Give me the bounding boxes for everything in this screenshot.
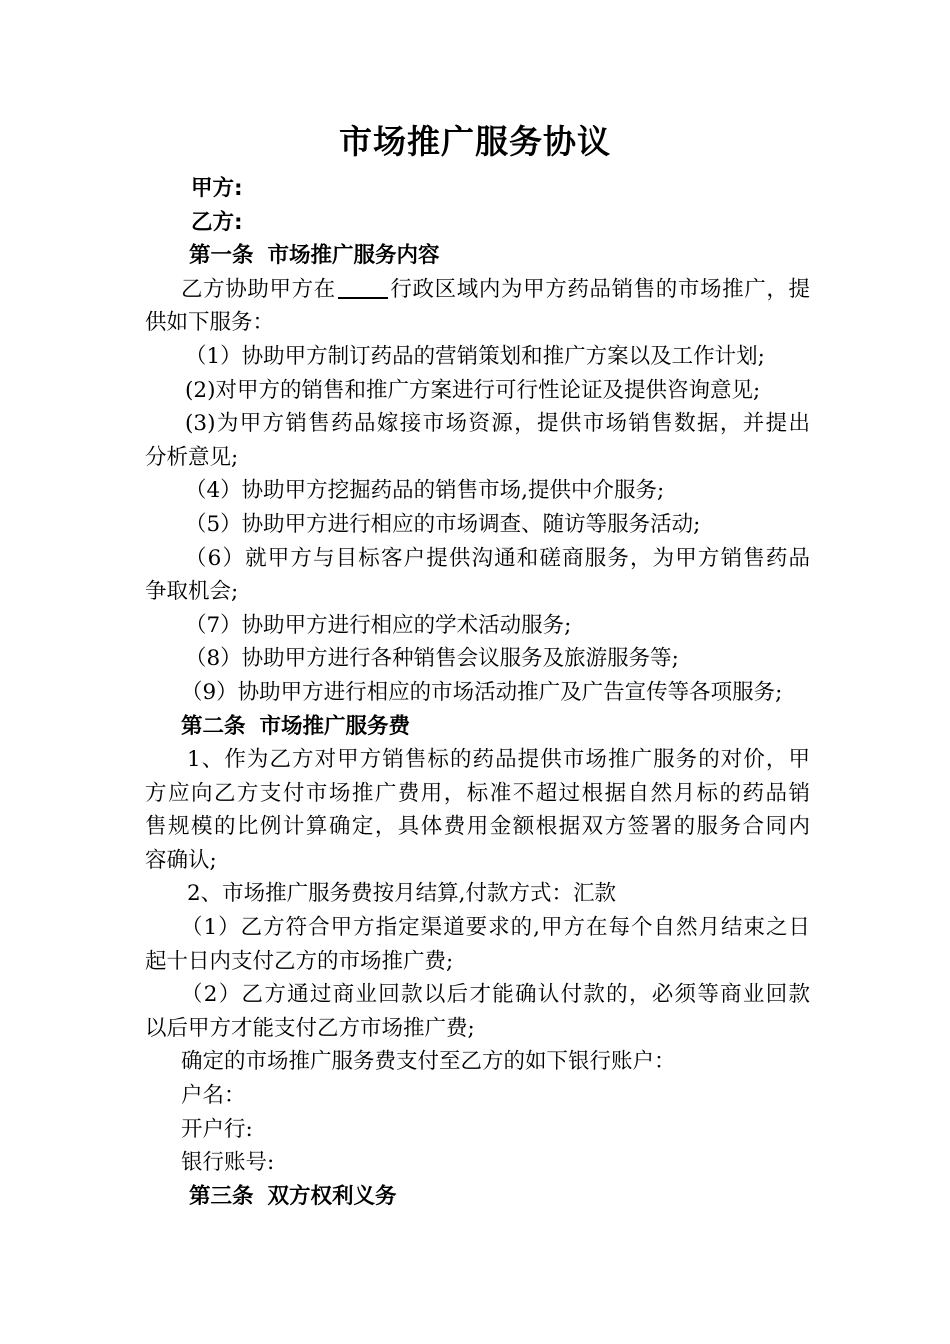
article1-item-1: （1）协助甲方制订药品的营销策划和推广方案以及工作计划;	[185, 343, 765, 369]
account-name-label: 户名：	[181, 1083, 246, 1109]
article1-intro-before: 乙方协助甲方在	[181, 276, 336, 302]
article2-p5: 确定的市场推广服务费支付至乙方的如下银行账户：	[181, 1049, 676, 1075]
article2-title: 市场推广服务费	[259, 713, 411, 739]
article2-p3-line2: 起十日内支付乙方的市场推广费;	[145, 948, 454, 974]
article1-item-6-line2: 争取机会;	[145, 579, 239, 605]
article1-intro-line	[145, 273, 810, 307]
article1-item-4: （4）协助甲方挖掘药品的销售市场,提供中介服务;	[185, 478, 665, 504]
article2-heading	[145, 710, 810, 744]
article1-item-7: （7）协助甲方进行相应的学术活动服务;	[185, 612, 572, 638]
article2-p3-line1: （1）乙方符合甲方指定渠道要求的,甲方在每个自然月结束之日	[181, 915, 810, 941]
article1-item-2: (2)对甲方的销售和推广方案进行可行性论证及提供咨询意见;	[185, 377, 761, 403]
article1-item-9: （9）协助甲方进行相应的市场活动推广及广告宣传等各项服务;	[181, 679, 783, 705]
article1-title: 市场推广服务内容	[267, 243, 440, 269]
article3-title: 双方权利义务	[267, 1183, 397, 1209]
article3-heading	[145, 1180, 810, 1214]
document-body	[145, 172, 810, 1213]
article2-label: 第二条	[181, 713, 246, 739]
article2-p1-line3: 售规模的比例计算确定，具体费用金额根据双方签署的服务合同内	[145, 814, 810, 840]
article1-intro-cont: 供如下服务：	[145, 310, 275, 336]
party-b-label: 乙方:	[191, 209, 243, 235]
bank-label: 开户行:	[181, 1116, 253, 1142]
article2-p4-line2: 以后甲方才能支付乙方市场推广费;	[145, 1015, 475, 1041]
article1-heading	[145, 239, 810, 273]
article1-item-3-line1: (3)为甲方销售药品嫁接市场资源，提供市场销售数据，并提出	[185, 411, 810, 437]
article1-label: 第一条	[189, 243, 254, 269]
account-number-label: 银行账号:	[181, 1150, 275, 1176]
article2-p2: 2、市场推广服务费按月结算,付款方式：汇款	[187, 881, 617, 907]
article3-label: 第三条	[189, 1183, 254, 1209]
article1-item-6-line1: （6）就甲方与目标客户提供沟通和磋商服务，为甲方销售药品	[185, 545, 810, 571]
article1-item-8: （8）协助甲方进行各种销售会议服务及旅游服务等;	[185, 646, 679, 672]
article1-item-5: （5）协助甲方进行相应的市场调查、随访等服务活动;	[185, 511, 701, 537]
region-blank	[338, 277, 388, 299]
article2-p1-line1: 1、作为乙方对甲方销售标的药品提供市场推广服务的对价，甲	[187, 747, 810, 773]
article1-intro-after: 行政区域内为甲方药品销售的市场推广，提	[389, 276, 810, 302]
document-title: 市场推广服务协议	[339, 122, 611, 161]
article2-p1-line2: 方应向乙方支付市场推广费用，标准不超过根据自然月标的药品销	[145, 780, 810, 806]
party-a-label: 甲方:	[191, 176, 243, 201]
article2-p1-line4: 容确认;	[145, 847, 217, 873]
article1-item-3-line2: 分析意见;	[145, 444, 239, 470]
article2-p4-line1: （2）乙方通过商业回款以后才能确认付款的，必须等商业回款	[181, 982, 810, 1008]
